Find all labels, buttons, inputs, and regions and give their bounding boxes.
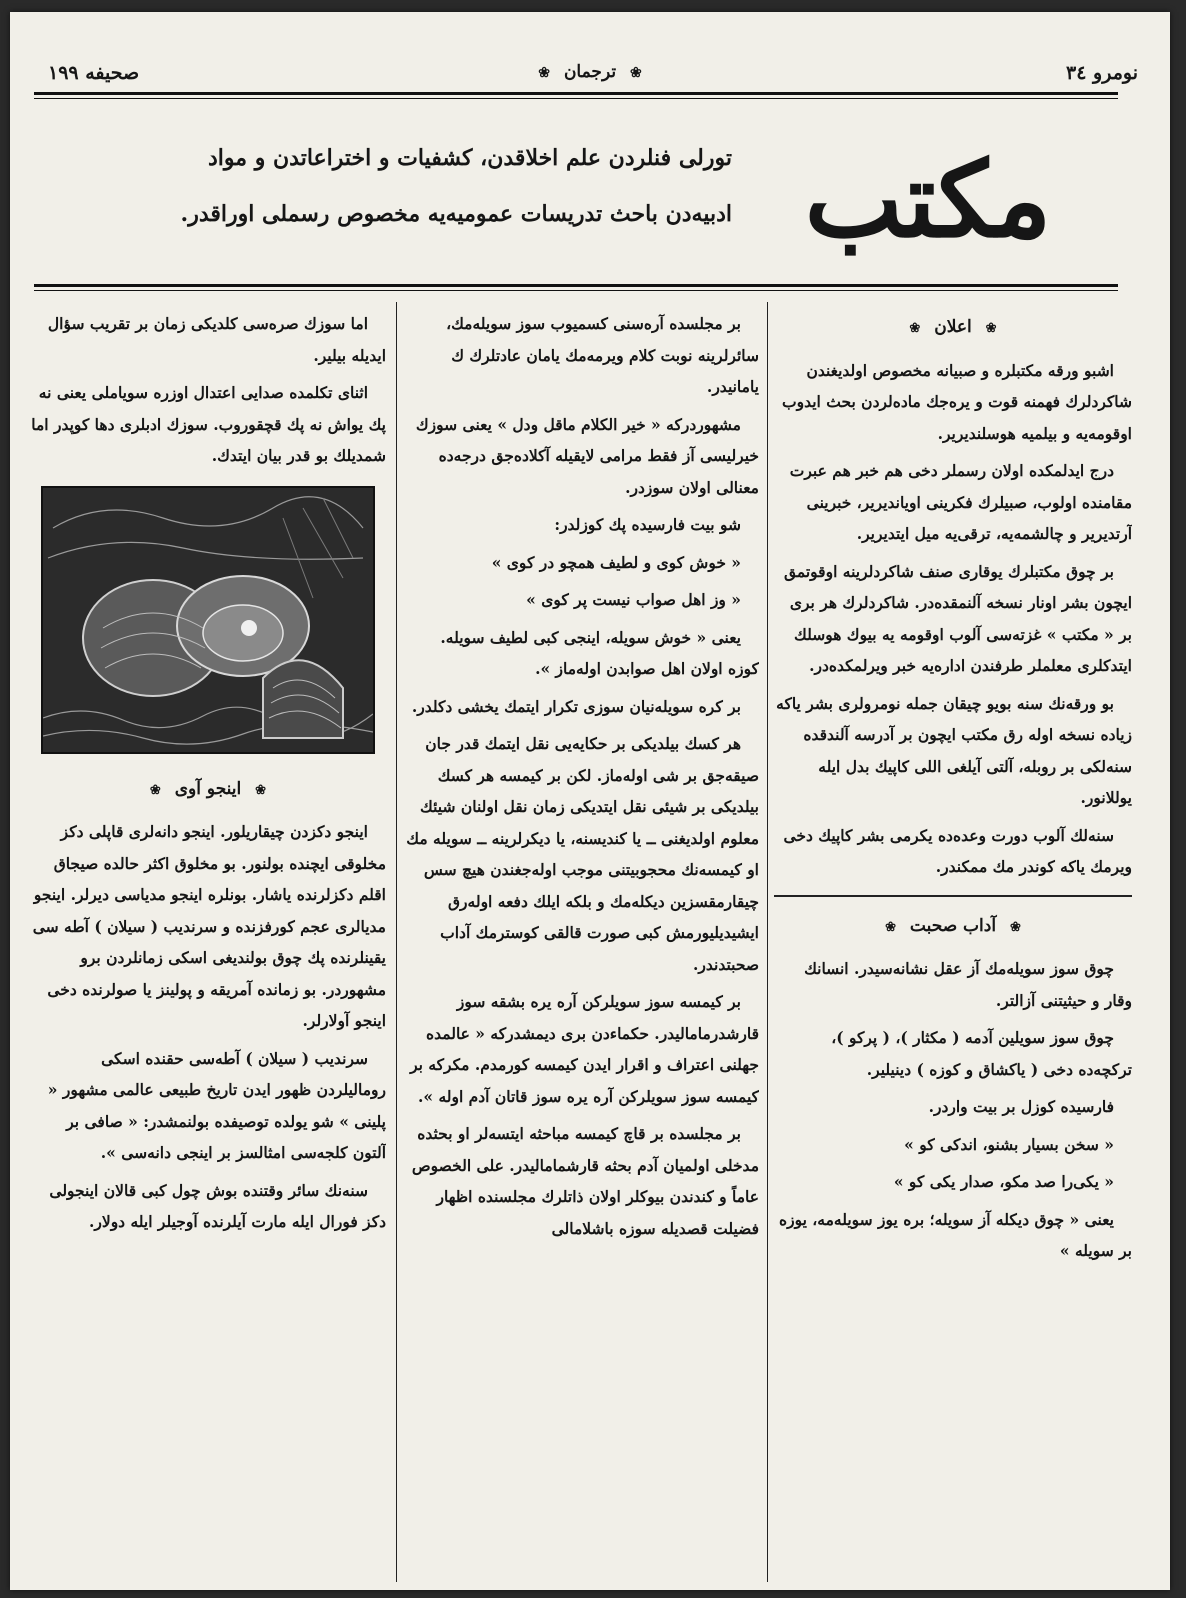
paragraph: بر کره سویله‌نیان سوزی تکرار ایتمك یخشی دکلدر. (411, 696, 741, 716)
ornament-icon: ❀ (1010, 919, 1021, 935)
section-divider (774, 895, 1132, 897)
paragraph: درج ایدلمکده اولان رسملر دخی هم خبر هم عبرت مقامنده اولوب، صبیلرك فکرینی اویاندیریر، خبرینی آرتدیریر و چالشمه‌یه، ترقی‌یه میل ایتدیریر. (789, 461, 1132, 543)
pearl-hunting-heading (30, 774, 386, 807)
ornament-icon: ❀ (909, 321, 921, 336)
paragraph: اما سوزك صره‌سی کلدیکی زمان بر تقریب سؤال ایدیله بیلیر. (47, 314, 386, 365)
announcement-heading (774, 312, 1132, 345)
paragraph: بر چوق مکتبلرك یوقاری صنف شاکردلرینه اوقوتمق ایچون بشر اونار نسخه آلنمقده‌در. شاکردلرك هر بری بر « مکتب » غزته‌سی آلوب اوقومه یه بیوك هوسلك ایتدکلری معلملر طرفندن اداره‌یه خبر ویرلمکده‌در. (783, 561, 1132, 675)
ornament-icon: ❀ (629, 65, 642, 81)
verse-line: « سخن بسیار بشنو، اندکی کو » (904, 1134, 1114, 1154)
paragraph: هر کسك بیلدیکی بر حکایه‌یی نقل ایتمك قدر جان صیقه‌جق بر شی اوله‌ماز. لکن بر کیمسه هر کسك بیلدیکی بر شیئی نقل ایتدیکی زمان نقل اولنان شیئك معلوم اولدیغنی ــ یا کندیسنه، یا دیکرلرینه ــ سویله مك او کیمسه‌نك محجوبیتنی موجب اوله‌جغندن هیچ سس چیقارمقسزین دیکله‌مك و بلکه ایلك دفعه اوله‌رق ایشیدیلیورمش کبی صورت قالقی کوسترمك آداب صحبتدندر. (406, 734, 759, 974)
paragraph: یعنی « خوش سویله، اینجی کبی لطیف سویله. کوزه اولان اهل صوابدن اوله‌ماز ». (440, 627, 759, 678)
paragraph: سنه‌لك آلوب دورت وعده‌ده یکرمی بشر کاپیك دخی ویرمك یاکه کوندر مك ممکندر. (783, 825, 1132, 876)
paragraph: بو ورقه‌نك سنه بویو چیقان جمله نومرولری بشر یاکه زیاده نسخه اوله رق مکتب ایچون بر آدرسه آلندقده سنه‌لکی بر روبله، آلتی آیلغی اللی کاپیك بدل ایله یوللانور. (776, 693, 1132, 807)
masthead-description (22, 130, 732, 242)
ornament-icon: ❀ (149, 782, 161, 798)
masthead-center-label (10, 62, 1170, 82)
masthead-title: مکتب (804, 138, 1052, 261)
pearl-hunting-heading-text: اینجو آوی (174, 778, 242, 799)
paragraph: اینجو دکزدن چیقاریلور. اینجو دانه‌لری قاپلی دکز مخلوقی ایچنده بولنور. بو مخلوق اکثر حالده صیجاق اقلم دکزلرنده یاشار. بونلره اینجو مدیاسی دیرلر. اینجو مدیالری عجم کورفزنده و سرندیب ( سیلان ) آطه سی یقینلرنده پك چوق بولندیغی اسکی زمانلردن برو مشهوردر. بو زمانده آمریقه و پولینز یا صولرنده دخی اینجو آولارلر. (32, 822, 386, 1030)
page-number: صحیفه ١٩٩ (48, 62, 140, 84)
paragraph: سنه‌نك سائر وقتنده بوش چول کبی قالان اینجولی دکز فورال ایله مارت آیلرنده آوجیلر ایله دولار. (49, 1180, 386, 1231)
announcement-heading-text: اعلان (934, 317, 972, 337)
etiquette-heading-text: آداب صحبت (909, 915, 997, 936)
ornament-icon: ❀ (985, 321, 997, 336)
column-left (30, 308, 386, 1578)
verse-line: « یکی‌را صد مکو، صدار یکی کو » (893, 1172, 1114, 1191)
verse-line: « وز اهل صواب نیست پر کوی » (526, 590, 741, 609)
newspaper-page (10, 12, 1170, 1590)
pearl-oyster-illustration (41, 486, 375, 754)
ornament-icon: ❀ (255, 782, 267, 798)
verse-line: « خوش کوی و لطیف همچو در کوی » (491, 552, 741, 572)
column-divider (767, 302, 768, 1582)
column-middle (405, 308, 759, 1578)
paragraph: مشهوردرکه « خیر الکلام ماقل ودل » یعنی سوزك خیرلیسی آز فقط مرامی لایقیله آکلاده‌جق درجه‌ده معنالی اولان سوزدر. (415, 414, 759, 497)
paragraph: بر کیمسه سوز سویلرکن آره یره بشقه سوز قارشدرمامالیدر. حکماءدن بری دیمشدرکه « عالمده جهلنی اعتراف و اقرار ایدن کیمسه کورمدم. مکرکه بر کیمسه سوز سویلرکن آره یره سوز قاتان آدم اوله ». (410, 992, 759, 1106)
header-rule (34, 92, 1118, 95)
etiquette-heading (774, 911, 1132, 944)
paragraph: شو بیت فارسیده پك کوزلدر: (554, 515, 741, 534)
paragraph: یعنی « چوق دیکله آز سویله؛ بره یوز سویله‌مه، یوزه بر سویله » (778, 1209, 1132, 1260)
column-right (774, 308, 1132, 1578)
ornament-icon: ❀ (538, 65, 551, 81)
column-divider (396, 302, 397, 1582)
masthead-center-text: ترجمان (563, 62, 617, 82)
paragraph: اشبو ورقه مکتبلره و صبیانه مخصوص اولدیغندن شاکردلرك فهمنه قوت و یره‌جك ماده‌لردن بحث ایدوب اوقومه‌یه و بیلمیه هوسلندیریر. (782, 360, 1132, 443)
masthead-rule (34, 284, 1118, 287)
issue-number: نومرو ٣٤ (1066, 62, 1138, 84)
masthead-description-line: تورلی فنلردن علم اخلاقدن، کشفیات و اختراعاتدن و مواد (207, 145, 732, 171)
oyster-engraving (43, 488, 373, 752)
masthead-rule (34, 290, 1118, 291)
paragraph: چوق سوز سویله‌مك آز عقل نشانه‌سیدر. انسانك وقار و حیثیتنی آزالتر. (804, 959, 1132, 1010)
ornament-icon: ❀ (885, 919, 896, 935)
paragraph: بر مجلسده بر قاچ کیمسه مباحثه ایتسه‌لر او بحثده مدخلی اولمیان آدم بحثه قارشمامالیدر. علی الخصوص عاماً و کندندن بیوکلر اولان ذاتلرك مجلسنده اظهار فضیلت قصدیله سوزه باشلامالی (411, 1124, 759, 1238)
paragraph: سرندیب ( سیلان ) آطه‌سی حقنده اسکی روماليلردن ظهور ایدن تاریخ طبیعی عالمی مشهور « پلینی » شو یولده توصیفده بولنمشدر: « صافی بر آلتون کلجه‌سی امثالسز بر اینجی دانه‌سی ». (47, 1048, 386, 1162)
paragraph: فارسیده کوزل بر بیت واردر. (928, 1097, 1114, 1116)
header-rule (34, 98, 1118, 99)
masthead-description-line: ادبیه‌دن باحث تدریسات عمومیه‌یه مخصوص رسملی اوراقدر. (180, 201, 732, 227)
paragraph: بر مجلسده آره‌سنی کسمیوب سوز سویله‌مك، سائرلرینه نوبت کلام ویرمه‌مك یامان عادتلرك ك یامانیدر. (446, 314, 759, 396)
paragraph: اثنای تکلمده صدایی اعتدال اوزره سویاملی یعنی نه پك یواش نه پك قچقوروب. سوزك ادبلری دها کوپدر اما شمدیلك بو قدر بیان ایتدك. (31, 383, 386, 465)
paragraph: چوق سوز سویلین آدمه ( مکثار )، ( پرکو )، ترکچه‌ده دخی ( یاکشاق و کوزه ) دینیلیر. (831, 1028, 1132, 1079)
